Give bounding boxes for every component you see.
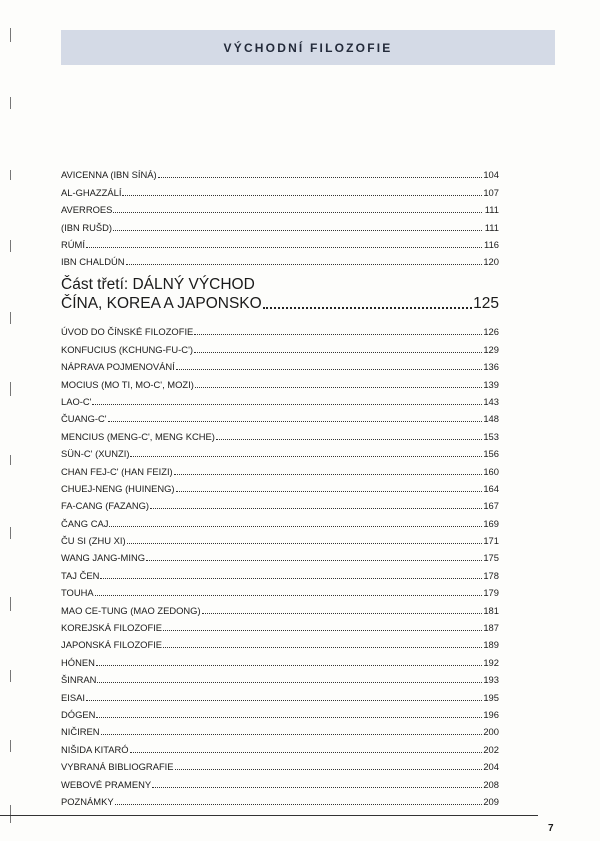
- running-header-title: VÝCHODNÍ FILOZOFIE: [223, 40, 393, 55]
- toc-entry-title: CHUEJ-NENG (HUINENG): [61, 482, 175, 494]
- toc-entry-title: AVICENNA (IBN SÍNÁ): [61, 169, 157, 181]
- toc-entry[interactable]: [61, 529, 499, 546]
- toc-entry-page: 136: [483, 361, 499, 373]
- dot-leader: [96, 665, 482, 666]
- toc-entry[interactable]: [61, 355, 499, 372]
- dot-leader: [194, 352, 482, 353]
- toc-entry-page: 187: [483, 622, 499, 634]
- toc-entry-page: 200: [483, 726, 499, 738]
- toc-list-far-east: [61, 320, 499, 807]
- dot-leader: [175, 769, 482, 770]
- toc-entry[interactable]: [61, 180, 499, 197]
- toc-entry-page: 126: [483, 326, 499, 338]
- toc-entry-title: LAO-C': [61, 395, 92, 407]
- toc-entry-page: 107: [483, 186, 499, 198]
- toc-entry-page: 160: [483, 465, 499, 477]
- dot-leader: [163, 647, 482, 648]
- toc-entry-title: FA-CANG (FAZANG): [61, 500, 150, 512]
- toc-entry[interactable]: [61, 703, 499, 720]
- dot-leader: [174, 474, 482, 475]
- toc-entry-title: WANG JANG-MING: [61, 552, 146, 564]
- toc-entry[interactable]: [61, 407, 499, 424]
- toc-entry-title: ÚVOD DO ČÍNSKÉ FILOZOFIE: [61, 326, 194, 338]
- dot-leader: [176, 369, 482, 370]
- toc-entry-title: MENCIUS (MENG-C', MENG KCHE): [61, 430, 215, 442]
- toc-entry-page: 181: [483, 604, 499, 616]
- toc-entry[interactable]: [61, 546, 499, 563]
- toc-entry-page: 111: [484, 204, 499, 216]
- toc-entry-page: 164: [483, 482, 499, 494]
- toc-entry-page: 153: [483, 430, 499, 442]
- toc-entry-title: ČUANG-C': [61, 413, 107, 425]
- dot-leader: [101, 734, 482, 735]
- toc-entry-title: CHAN FEJ-C' (HAN FEIZI): [61, 465, 173, 477]
- dot-leader: [108, 421, 482, 422]
- dot-leader: [96, 717, 482, 718]
- toc-entry[interactable]: [61, 563, 499, 580]
- toc-entry-title: SÜN-C' (XUNZI): [61, 448, 130, 460]
- toc-entry-page: 209: [483, 795, 499, 807]
- toc-entry-title: ŠINRAN: [61, 674, 97, 686]
- toc-entry-title: POZNÁMKY: [61, 795, 114, 807]
- toc-entry[interactable]: [61, 250, 499, 267]
- toc-entry[interactable]: [61, 477, 499, 494]
- toc-entry-page: 179: [483, 587, 499, 599]
- toc-entry[interactable]: [61, 685, 499, 702]
- dot-leader: [152, 787, 482, 788]
- toc-entry-title: MAO CE-TUNG (MAO ZEDONG): [61, 604, 201, 616]
- toc-entry-title: EISAI: [61, 691, 85, 703]
- toc-entry-title: MOCIUS (MO TI, MO-C', MOZI): [61, 378, 194, 390]
- dot-leader: [176, 491, 482, 492]
- toc-entry-page: 202: [483, 743, 499, 755]
- toc-entry-page: 195: [483, 691, 499, 703]
- dot-leader: [86, 247, 482, 248]
- toc-entry[interactable]: [61, 737, 499, 754]
- toc-entry-page: 139: [483, 378, 499, 390]
- dot-leader: [216, 439, 482, 440]
- toc-entry-title: RÚMÍ: [61, 238, 85, 250]
- toc-entry-page: 175: [483, 552, 499, 564]
- toc-entry[interactable]: [61, 163, 499, 180]
- dot-leader: [126, 264, 482, 265]
- toc-entry-title: NÁPRAVA POJMENOVÁNÍ: [61, 361, 175, 373]
- toc-entry[interactable]: [61, 494, 499, 511]
- dot-leader: [146, 560, 482, 561]
- toc-entry-page: 129: [483, 343, 499, 355]
- toc-entry[interactable]: [61, 598, 499, 615]
- dot-leader: [202, 613, 482, 614]
- toc-entry[interactable]: [61, 459, 499, 476]
- toc-entry[interactable]: [61, 372, 499, 389]
- toc-entry-title: TAJ ČEN: [61, 569, 100, 581]
- toc-entry[interactable]: [61, 198, 499, 215]
- toc-entry-page: 208: [483, 778, 499, 790]
- toc-entry[interactable]: [61, 668, 499, 685]
- dot-leader: [92, 404, 482, 405]
- toc-entry-page: 171: [483, 535, 499, 547]
- dot-leader: [194, 334, 482, 335]
- toc-entry[interactable]: [61, 337, 499, 354]
- toc-entry-title: ČANG CAJ: [61, 517, 109, 529]
- toc-entry-page: 204: [483, 761, 499, 773]
- toc-entry-page: 178: [483, 569, 499, 581]
- dot-leader: [115, 804, 482, 805]
- toc-entry-page: 192: [483, 656, 499, 668]
- toc-entry[interactable]: [61, 442, 499, 459]
- toc-entry-title: JAPONSKÁ FILOZOFIE: [61, 639, 163, 651]
- toc-entry[interactable]: [61, 633, 499, 650]
- dot-leader: [86, 700, 482, 701]
- toc-entry-title: IBN CHALDÚN: [61, 256, 125, 268]
- dot-leader: [109, 526, 482, 527]
- toc-entry[interactable]: [61, 616, 499, 633]
- toc-entry-title: VYBRANÁ BIBLIOGRAFIE: [61, 761, 174, 773]
- toc-entry[interactable]: [61, 650, 499, 667]
- toc-entry-title: DÓGEN: [61, 708, 96, 720]
- toc-list-islamic: [61, 163, 499, 267]
- toc-entry[interactable]: [61, 233, 499, 250]
- dot-leader: [195, 387, 482, 388]
- footer-rule: [0, 815, 538, 816]
- toc-entry-page: 111: [484, 221, 499, 233]
- toc-entry-title: ČU SI (ZHU XI): [61, 535, 126, 547]
- toc-entry[interactable]: [61, 390, 499, 407]
- toc-entry-title: WEBOVÉ PRAMENY: [61, 778, 152, 790]
- part-heading: Část třetí: DÁLNÝ VÝCHOD: [61, 276, 255, 293]
- toc-entry-title: NIČIREN: [61, 726, 100, 738]
- toc-entry[interactable]: [61, 581, 499, 598]
- toc-entry-page: 193: [483, 674, 499, 686]
- toc-entry-title: TOUHA: [61, 587, 94, 599]
- toc-entry[interactable]: [61, 720, 499, 737]
- page-number: 7: [548, 823, 554, 834]
- toc-entry-title: AVERROES: [61, 204, 113, 216]
- dot-leader: [113, 230, 482, 231]
- toc-entry-page: 196: [483, 708, 499, 720]
- dot-leader: [100, 578, 482, 579]
- dot-leader: [163, 630, 482, 631]
- toc-entry-title: (IBN RUŠD): [61, 221, 113, 233]
- toc-entry-page: 116: [484, 238, 499, 250]
- toc-entry-page: 120: [483, 256, 499, 268]
- part-page-number: 125: [473, 295, 499, 312]
- scan-margin-marks: [10, 0, 18, 841]
- part-entry[interactable]: [61, 291, 499, 313]
- toc-entry-page: 169: [483, 517, 499, 529]
- running-header: [61, 30, 555, 65]
- dot-leader: [130, 456, 482, 457]
- toc-entry-title: KONFUCIUS (KCHUNG-FU-C'): [61, 343, 193, 355]
- part-subtitle: ČÍNA, KOREA A JAPONSKO: [61, 295, 262, 312]
- dot-leader: [95, 595, 482, 596]
- dot-leader: [122, 195, 482, 196]
- toc-entry[interactable]: [61, 215, 499, 232]
- dot-leader: [127, 543, 482, 544]
- toc-entry-title: KOREJSKÁ FILOZOFIE: [61, 622, 163, 634]
- dot-leader: [263, 307, 472, 309]
- toc-entry-page: 189: [483, 639, 499, 651]
- toc-entry-page: 156: [483, 448, 499, 460]
- dot-leader: [150, 508, 482, 509]
- dot-leader: [158, 177, 482, 178]
- toc-entry[interactable]: [61, 772, 499, 789]
- toc-entry-page: 148: [483, 413, 499, 425]
- toc-entry[interactable]: [61, 511, 499, 528]
- toc-entry-title: HÓNEN: [61, 656, 95, 668]
- toc-entry[interactable]: [61, 790, 499, 807]
- toc-entry-page: 167: [483, 500, 499, 512]
- toc-entry-title: AL-GHAZZÁLÍ: [61, 186, 122, 198]
- toc-entry-page: 143: [483, 395, 499, 407]
- toc-entry-title: NIŠIDA KITARÓ: [61, 743, 129, 755]
- dot-leader: [97, 682, 482, 683]
- dot-leader: [130, 752, 482, 753]
- toc-entry[interactable]: [61, 320, 499, 337]
- dot-leader: [113, 212, 482, 213]
- toc-entry[interactable]: [61, 755, 499, 772]
- toc-entry[interactable]: [61, 424, 499, 441]
- toc-entry-page: 104: [483, 169, 499, 181]
